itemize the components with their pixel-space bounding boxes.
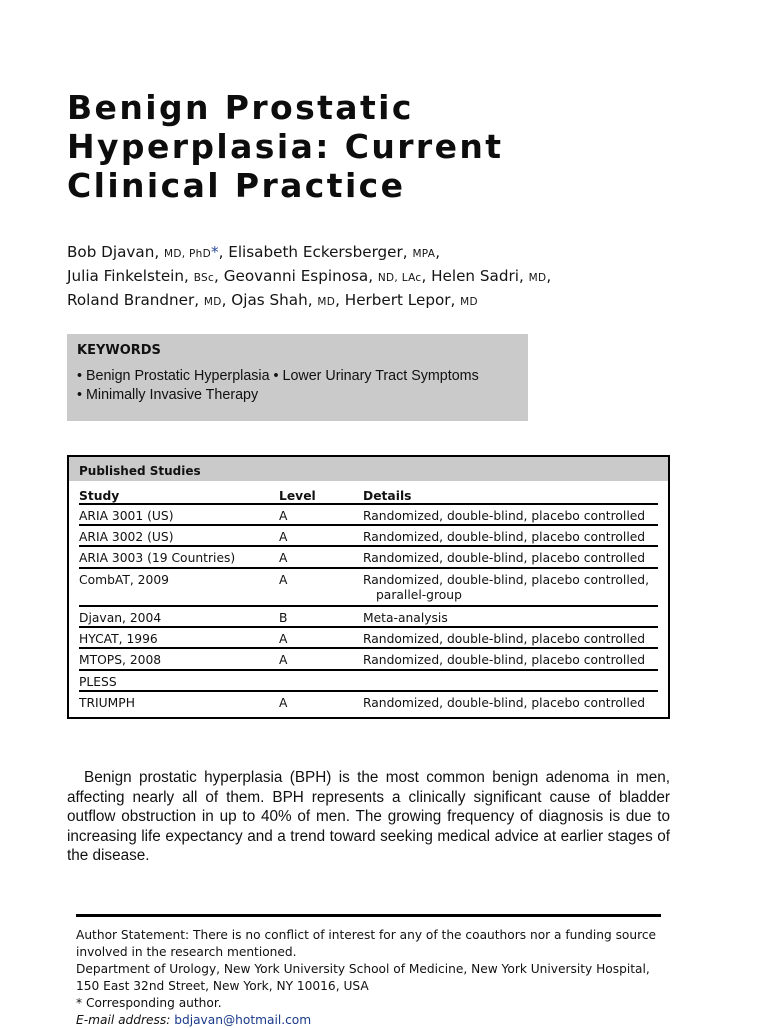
table-row: [79, 569, 658, 607]
table-header-row: [79, 481, 658, 505]
cell-level: A: [279, 530, 288, 544]
cell-details: Randomized, double-blind, placebo controlled: [363, 509, 646, 523]
author-name: Julia Finkelstein,: [67, 267, 189, 285]
article-title: [67, 88, 503, 205]
cell-level: B: [279, 611, 288, 625]
cell-details: [363, 573, 663, 603]
author-line: [67, 289, 551, 313]
author-name: , Helen Sadri,: [421, 267, 524, 285]
email-label: E-mail address:: [76, 1012, 171, 1027]
cell-study: MTOPS, 2008: [79, 653, 162, 667]
table-row: [79, 607, 658, 628]
cell-level: A: [279, 696, 288, 710]
title-line: Clinical Practice: [67, 166, 406, 205]
author-statement-line: Author Statement: There is no conflict of interest for any of the coauthors nor a funding source: [76, 928, 657, 942]
cell-study: CombAT, 2009: [79, 573, 169, 587]
author-line: [67, 265, 551, 289]
affiliation-line: Department of Urology, New York University School of Medicine, New York University Hospital,: [76, 961, 650, 976]
table-row: [79, 692, 658, 714]
published-studies-table: [67, 455, 670, 719]
author-degree: BSc: [193, 272, 215, 284]
keywords-heading: KEYWORDS: [77, 343, 161, 358]
cell-details: Randomized, double-blind, placebo controlled: [363, 530, 646, 544]
keywords-box: [67, 334, 528, 421]
author-name: , Geovanni Espinosa,: [214, 267, 374, 285]
affiliation-line: 150 East 32nd Street, New York, NY 10016, USA: [76, 978, 369, 993]
author-name: , Elisabeth Eckersberger,: [218, 243, 408, 261]
author-name: Roland Brandner,: [67, 291, 200, 309]
cell-study: HYCAT, 1996: [79, 632, 158, 646]
column-header-level: Level: [279, 489, 316, 503]
cell-study: Djavan, 2004: [79, 611, 162, 625]
table-title: Published Studies: [69, 457, 668, 481]
table-row: [79, 526, 658, 547]
table-row: [79, 505, 658, 526]
cell-level: A: [279, 551, 288, 565]
author-statement-line: involved in the research mentioned.: [76, 944, 297, 959]
cell-level: A: [279, 632, 288, 646]
cell-study: ARIA 3002 (US): [79, 530, 174, 544]
corresponding-author-marker[interactable]: *: [210, 243, 219, 261]
title-line: Benign Prostatic: [67, 88, 414, 127]
cell-details: Meta-analysis: [363, 611, 448, 625]
cell-study: ARIA 3003 (19 Countries): [79, 551, 236, 565]
keywords-line: • Benign Prostatic Hyperplasia • Lower Urinary Tract Symptoms: [77, 368, 479, 384]
keywords-list: [77, 367, 518, 405]
table-row: [79, 547, 658, 569]
cell-level: A: [279, 653, 288, 667]
cell-study: PLESS: [79, 675, 117, 689]
email-link[interactable]: bdjavan@hotmail.com: [174, 1012, 312, 1027]
corresponding-author-note: * Corresponding author.: [76, 995, 222, 1010]
cell-study: ARIA 3001 (US): [79, 509, 174, 523]
author-line: [67, 241, 551, 265]
cell-details: Randomized, double-blind, placebo controlled: [363, 696, 646, 710]
table-row: [79, 671, 658, 692]
cell-details: Randomized, double-blind, placebo controlled: [363, 632, 646, 646]
table-row: [79, 649, 658, 671]
author-degree: MD: [203, 296, 222, 308]
cell-details: Randomized, double-blind, placebo controlled: [363, 653, 646, 667]
cell-level: A: [279, 573, 288, 587]
column-header-study: Study: [79, 489, 120, 503]
author-name: , Ojas Shah,: [221, 291, 313, 309]
author-degree: MPA: [412, 248, 436, 260]
cell-study: TRIUMPH: [79, 696, 135, 710]
author-degree: MD, PhD: [163, 248, 211, 260]
cell-details-continuation: parallel-group: [376, 588, 462, 602]
table-row: [79, 628, 658, 649]
keywords-line: • Minimally Invasive Therapy: [77, 387, 259, 403]
body-paragraph: Benign prostatic hyperplasia (BPH) is the most common benign adenoma in men, affecting nearly all of them. BPH represents a clinically significant cause of bladder outflow obstruction in up to 40% of men. The growing frequency of diagnosis is due to increasing life expectancy and a trend toward seeking medical advice at earlier stages of the disease.: [67, 769, 670, 865]
footnotes: [76, 927, 666, 1028]
separator: ,: [546, 267, 552, 285]
title-line: Hyperplasia: Current: [67, 127, 504, 166]
column-header-details: Details: [363, 489, 412, 503]
footnote-divider: [76, 914, 661, 917]
separator: ,: [435, 243, 441, 261]
cell-details: Randomized, double-blind, placebo controlled: [363, 551, 646, 565]
cell-details-line: Randomized, double-blind, placebo controlled,: [363, 573, 650, 587]
author-degree: MD: [528, 272, 547, 284]
author-name: , Herbert Lepor,: [335, 291, 456, 309]
author-degree: MD: [460, 296, 478, 308]
email-line: [76, 1012, 666, 1028]
author-list: [67, 241, 551, 313]
author-degree: ND, LAc: [377, 272, 422, 284]
author-name: Bob Djavan,: [67, 243, 160, 261]
author-degree: MD: [317, 296, 336, 308]
cell-level: A: [279, 509, 288, 523]
